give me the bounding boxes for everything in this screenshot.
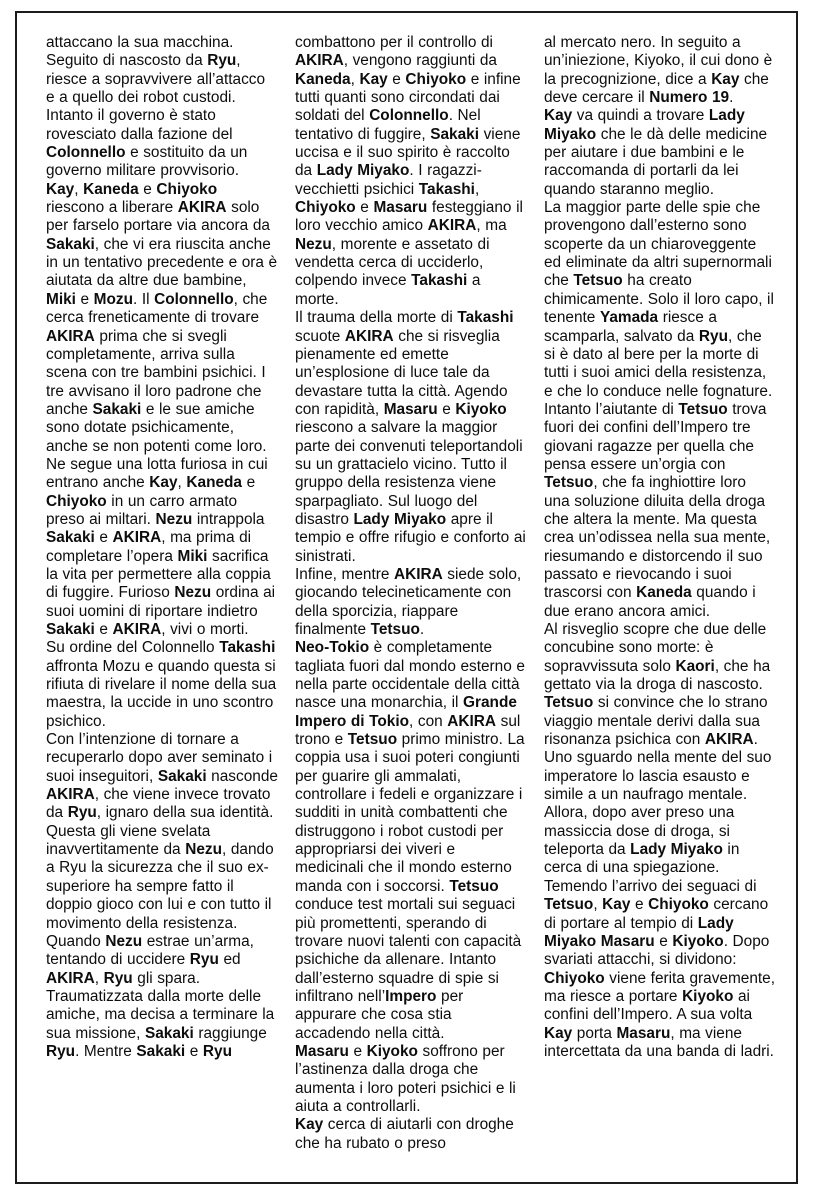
character-name: Sakaki (157, 767, 207, 785)
character-name: Sakaki (136, 1042, 186, 1060)
text-run: conduce test mortali sui seguaci più promettenti, sperando di trovare nuovi talenti con capacità psichiche da allenare. Intanto dall’esterno squadre di spie si infiltrano nell’ (295, 896, 522, 1005)
text-run: La maggior parte delle spie che provengono dall’esterno sono scoperte da un chiaroveggente ed eliminate da altri supernormali che (544, 199, 772, 290)
character-name: AKIRA (295, 52, 344, 70)
text-run: . Dopo svariati attacchi, si dividono: (544, 932, 770, 969)
text-run: e (387, 70, 406, 88)
character-name: Sakaki (46, 235, 95, 253)
text-run: e (138, 180, 157, 198)
character-name: Sakaki (46, 621, 95, 638)
text-column-1 (46, 34, 278, 1153)
text-run: gli spara. (132, 969, 201, 987)
text-run: estrae un’arma, tentando di uccidere (46, 932, 254, 969)
text-run: scuote (295, 327, 345, 345)
text-run: , (593, 896, 603, 914)
text-run: e (242, 474, 256, 492)
text-run: è completamente tagliata fuori dal mondo esterno e nella parte occidentale della città nasce una monarchia, il (295, 639, 525, 712)
text-run: prima che si svegli completamente, arriva sulla scena con tre bambini psichici. I tre avvisano il loro padrone che anche (46, 327, 266, 418)
text-run: intrappola (192, 510, 265, 528)
character-name: Kiyoko (672, 932, 724, 950)
paragraph (544, 107, 776, 199)
text-run: ha creato chimicamente. Solo il loro capo, il tenente (544, 272, 774, 327)
character-name: Ryu (189, 951, 219, 969)
text-run: , che si è dato al bere per la morte di tutti i suoi amici della resistenza, e che lo conduce nelle fognature. (544, 327, 773, 400)
paragraph (544, 621, 776, 694)
character-name: Nezu (174, 584, 212, 602)
text-run: Al risveglio scopre che due delle concubine sono morte: è sopravvissuta solo (544, 621, 767, 675)
character-name: Lady Miyako Masaru (544, 914, 734, 950)
text-run: per appurare che cosa stia accadendo nella città. (295, 987, 464, 1042)
character-name: AKIRA (112, 621, 162, 638)
text-run: sul trono e (295, 712, 521, 749)
text-run: , ma viene intercettata da una banda di ladri. (544, 1024, 774, 1060)
text-run: , vengono raggiunti da (343, 52, 497, 70)
text-run: nasconde (206, 767, 278, 785)
text-run: , riesce a sopravvivere all’attacco e a quello dei robot custodi. Intanto il governo è stato rovesciato dalla fazione del (46, 52, 266, 143)
text-run: , (94, 969, 104, 987)
character-name: Kay (544, 107, 573, 125)
character-name: Chiyoko (544, 969, 605, 987)
character-name: Lady Miyako (316, 162, 410, 180)
character-name: Takashi (411, 272, 468, 290)
article-columns (46, 34, 776, 1153)
character-name: Tetsuo (449, 877, 499, 895)
character-name: Ryu (46, 1042, 76, 1060)
character-name: AKIRA (344, 327, 394, 345)
text-run: festeggiano il loro vecchio amico (295, 199, 523, 235)
character-name: Tetsuo (573, 272, 623, 290)
text-run: siede solo, giocando telecineticamente con della sporcizia, riappare finalmente (295, 565, 522, 638)
character-name: Miki (177, 547, 208, 565)
text-run: e (348, 1042, 367, 1060)
text-run: . Mentre (75, 1042, 137, 1060)
character-name: Chiyoko (46, 492, 107, 510)
text-run: solo per farselo portare via ancora da (46, 199, 270, 235)
text-run: , vivi o morti. (161, 621, 249, 638)
text-run: e le sue amiche sono dotate psichicamente, anche se non potenti come loro. (46, 400, 267, 455)
text-run: porta (572, 1024, 617, 1042)
character-name: Chiyoko (156, 180, 218, 198)
character-name: Masaru (373, 199, 428, 217)
text-run: e (654, 932, 673, 950)
character-name: Colonnello (154, 290, 234, 308)
character-name: AKIRA (393, 565, 443, 583)
text-run: , morente e assetato di vendetta cerca di ucciderlo, colpendo invece (295, 235, 490, 290)
character-name: Kaneda (186, 474, 242, 492)
text-run: riesce a scamparla, salvato da (544, 309, 717, 345)
text-run: Con l’intenzione di tornare a recuperarlo dopo aver seminato i suoi inseguitori, (46, 731, 273, 785)
character-name: Colonnello (46, 144, 126, 162)
character-name: Nezu (105, 932, 143, 950)
text-run: . I ragazzi-vecchietti psichici (295, 162, 482, 198)
text-run: apre il tempio e offre rifugio e conforto ai sinistrati. (295, 510, 526, 565)
character-name: Ryu (698, 327, 728, 345)
character-name: Lady Miyako (544, 107, 745, 143)
paragraph (46, 731, 278, 988)
character-name: Neo-Tokio (295, 639, 370, 657)
character-name: Kay (544, 1024, 573, 1042)
character-name: Nezu (155, 510, 193, 528)
text-run: , ma (476, 217, 507, 235)
text-run: e (94, 529, 113, 547)
text-run: Intanto l’aiutante di (544, 400, 679, 418)
character-name: Sakaki (92, 400, 142, 418)
character-name: Kay (46, 180, 75, 198)
paragraph (295, 639, 527, 1043)
character-name: AKIRA (46, 969, 95, 987)
text-run: cerca di aiutarli con droghe che ha rubato o preso (295, 1116, 514, 1152)
text-run: che le dà delle medicine per aiutare i due bambini e le raccomanda di portarli da lei quando staranno meglio. (544, 125, 768, 198)
character-name: AKIRA (447, 712, 497, 730)
character-name: Tetsuo (544, 694, 594, 712)
character-name: Sakaki (144, 1024, 194, 1042)
text-column-2 (295, 34, 527, 1153)
text-run: ordina ai suoi uomini di riportare indietro (46, 584, 276, 620)
text-run: , (474, 180, 480, 198)
text-run: ai confini dell’Impero. A sua volta (544, 987, 753, 1024)
text-run: e (630, 896, 649, 914)
character-name: AKIRA (112, 529, 162, 547)
character-name: Ryu (202, 1042, 232, 1060)
character-name: Masaru (295, 1042, 349, 1060)
text-run: primo ministro. La coppia usa i suoi poteri congiunti per guarire gli ammalati, controllare i fedeli e organizzare i sudditi in unità combattenti che distruggono i robot custodi per appropriarsi dei viveri e medicinali che il mondo esterno manda con i soccorsi. (295, 731, 525, 895)
paragraph (295, 1116, 527, 1153)
text-run: soffrono per l’astinenza dalla droga che aumenta i loro poteri psichici e li aiuta a controllarli. (295, 1042, 516, 1115)
paragraph (46, 181, 278, 456)
text-run: cercano di portare al tempio di (544, 896, 769, 932)
text-run: Ne segue una lotta furiosa in cui entrano anche (46, 455, 268, 492)
text-run: raggiunge (193, 1024, 267, 1042)
text-run: viene uccisa e il suo spirito è raccolto da (295, 125, 521, 180)
text-run: che deve cercare il (544, 70, 769, 107)
character-name: Kaneda (83, 180, 139, 198)
character-name: AKIRA (177, 199, 227, 217)
text-run: Il trauma della morte di (295, 309, 458, 327)
text-run: che si risveglia pienamente ed emette un’esplosione di luce tale da devastare tutta la città. Agendo con rapidità, (295, 327, 508, 418)
text-run: , con (409, 712, 448, 730)
text-run: sacrifica la vita per permettere alla coppia di fuggire. Furioso (46, 547, 271, 602)
text-run: , ma prima di completare l’opera (46, 529, 252, 565)
text-run: , che vi era riuscita anche in un tentativo precedente e ora è aiutata da altre due bambine, (46, 235, 278, 290)
character-name: Nezu (185, 841, 222, 859)
text-run: e sostituito da un governo militare provvisorio. (46, 144, 248, 180)
character-name: Tetsuo (678, 400, 728, 418)
paragraph (544, 34, 776, 107)
text-run: a morte. (295, 272, 481, 308)
character-name: Kaneda (636, 584, 692, 602)
text-run: e (437, 400, 456, 418)
character-name: Ryu (207, 52, 237, 70)
character-name: Chiyoko (648, 896, 709, 914)
text-run: attaccano la sua macchina. Seguito di nascosto da (46, 34, 234, 70)
text-run: , che cerca freneticamente di trovare (46, 290, 268, 327)
character-name: Sakaki (46, 529, 95, 547)
character-name: Numero 19 (649, 89, 730, 107)
text-run: e (75, 290, 94, 308)
text-run: . Uno sguardo nella mente del suo imperatore lo lascia esausto e simile a un naufrago mentale. Allora, dopo aver preso una massiccia dose di droga, si teleporta da (544, 731, 772, 859)
text-run: , dando a Ryu la sicurezza che il suo ex-superiore ha sempre fatto il doppio gioco con lui e con tutto il movimento della resistenza. Quando (46, 841, 274, 950)
text-run: quando i due erano ancora amici. (544, 584, 756, 620)
text-run: , che ha gettato via la droga di nascosto. (544, 657, 771, 694)
character-name: Kay (359, 70, 388, 88)
text-run: si convince che lo strano viaggio mentale derivi dalla sua risonanza psichica con (544, 694, 768, 749)
text-run: va quindi a trovare (572, 107, 709, 125)
text-run: affronta Mozu e quando questa si rifiuta di rivelare il nome della sua maestra, la uccide in uno scontro psichico. (46, 657, 277, 730)
character-name: Kay (295, 1116, 324, 1134)
text-run: e (355, 199, 374, 217)
character-name: Chiyoko (405, 70, 467, 88)
character-name: Yamada (599, 309, 659, 327)
text-run: , che viene invece trovato da (46, 786, 271, 822)
paragraph (295, 566, 527, 639)
character-name: Chiyoko (295, 199, 356, 217)
text-run: al mercato nero. In seguito a un’iniezione, Kiyoko, il cui dono è la precognizione, dice a (544, 34, 773, 88)
character-name: Sakaki (430, 125, 480, 143)
paragraph (544, 401, 776, 621)
character-name: Takashi (219, 639, 276, 657)
character-name: Tetsuo (544, 896, 594, 914)
character-name: Tetsuo (544, 474, 594, 492)
paragraph (46, 456, 278, 639)
character-name: AKIRA (427, 217, 477, 235)
paragraph (295, 309, 527, 566)
text-run: in cerca di una spiegazione. Temendo l’arrivo dei seguaci di (544, 841, 757, 895)
character-name: Lady Miyako (630, 841, 723, 859)
paragraph (46, 988, 278, 1061)
text-run: ed (218, 951, 241, 969)
character-name: Lady Miyako (353, 510, 447, 528)
text-run: Infine, mentre (295, 565, 394, 583)
paragraph (46, 34, 278, 181)
character-name: Kiyoko (682, 987, 734, 1005)
text-run: . (729, 89, 734, 107)
paragraph (544, 694, 776, 1061)
character-name: Takashi (418, 180, 475, 198)
character-name: Takashi (457, 309, 514, 327)
character-name: Impero (385, 987, 437, 1005)
character-name: AKIRA (46, 327, 95, 345)
character-name: Colonnello (369, 107, 449, 125)
text-run: . Il (132, 290, 155, 308)
character-name: Kay (711, 70, 740, 88)
character-name: Miki (46, 290, 76, 308)
text-run: , (350, 70, 360, 88)
character-name: Kiyoko (366, 1042, 418, 1060)
character-name: Masaru (383, 400, 438, 418)
text-run: , (74, 180, 84, 198)
character-name: Tetsuo (347, 731, 398, 749)
character-name: Masaru (616, 1024, 671, 1042)
text-run: e (94, 621, 113, 638)
text-run: , che fa inghiottire loro una soluzione diluita della droga che altera la mente. Ma questa crea un’odissea nella sua mente, riesumando e distorcendo il suo passato e rievocando i suoi trascorsi con (544, 474, 771, 602)
text-run: , (177, 474, 187, 492)
text-run: Traumatizzata dalla morte delle amiche, ma decisa a terminare la sua missione, (46, 987, 275, 1042)
text-run: riescono a liberare (46, 199, 178, 217)
text-run: . (419, 621, 425, 638)
character-name: Kaori (675, 657, 715, 675)
character-name: Mozu (93, 290, 133, 308)
text-run: Su ordine del Colonnello (46, 639, 220, 657)
character-name: Grande Impero di Tokio (295, 694, 517, 730)
text-run: in un carro armato preso ai miltari. (46, 492, 238, 528)
character-name: Kaneda (295, 70, 351, 88)
text-run: e (185, 1042, 203, 1060)
character-name: Kay (149, 474, 178, 492)
paragraph (544, 199, 776, 401)
text-run: combattono per il controllo di (295, 34, 493, 51)
character-name: Nezu (295, 235, 332, 253)
page-frame (15, 11, 798, 1184)
text-run: , ignaro della sua identità. Questa gli viene svelata inavvertitamente da (46, 804, 274, 859)
text-column-3 (544, 34, 776, 1153)
character-name: Kiyoko (455, 400, 507, 418)
text-run: e infine tutti quanti sono circondati dai soldati del (295, 70, 521, 125)
character-name: Ryu (67, 804, 97, 822)
paragraph (295, 34, 527, 309)
text-run: . Nel tentativo di fuggire, (295, 107, 481, 143)
character-name: Tetsuo (370, 621, 420, 638)
text-run: viene ferita gravemente, ma riesce a portare (544, 969, 776, 1005)
text-run: trova fuori dei confini dell’Impero tre giovani ragazze per quella che pensa essere un’orgia con (544, 400, 767, 473)
character-name: AKIRA (704, 731, 754, 749)
paragraph (46, 639, 278, 731)
character-name: Ryu (103, 969, 133, 987)
paragraph (295, 1043, 527, 1116)
text-run: riescono a salvare la maggior parte dei convenuti teleportandoli su un grattacielo vicino. Tutto il gruppo della resistenza viene sparpagliato. Sul luogo del disastro (295, 419, 523, 528)
character-name: AKIRA (46, 786, 95, 804)
character-name: Kay (602, 896, 631, 914)
